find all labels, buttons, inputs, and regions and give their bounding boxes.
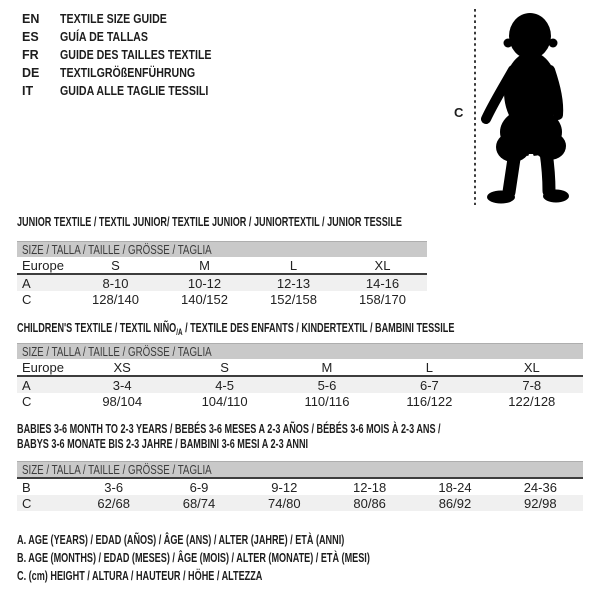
lang-row-fr (22, 46, 238, 64)
value-cell: M (199, 257, 210, 273)
value-cell: 92/98 (524, 495, 557, 511)
value-cell: 110/116 (304, 393, 350, 409)
lang-row-es (22, 28, 238, 46)
table-row-height (17, 291, 427, 307)
value-cell: 80/86 (353, 495, 386, 511)
value-cell: M (321, 359, 333, 375)
row-label-cell: B (17, 478, 71, 495)
row-label-cell: Europe (22, 257, 64, 273)
value-cell: 6-7 (378, 376, 480, 393)
legend (17, 531, 521, 585)
row-label-cell: Europe (22, 359, 64, 375)
value-cell: 12-18 (327, 478, 412, 495)
value-cell: 12-13 (249, 274, 338, 291)
value-cell: 3-4 (71, 376, 173, 393)
lang-code: DE (22, 66, 40, 80)
value-cell: S (220, 359, 229, 375)
subscript-a: /A (176, 327, 183, 337)
value-cell: 98/104 (102, 393, 143, 409)
size-header-bar: SIZE / TALLA / TAILLE / GRÖSSE / TAGLIA (17, 241, 427, 257)
lang-code: EN (22, 12, 40, 26)
value-cell: 158/170 (359, 291, 406, 307)
value-cell: 68/74 (182, 495, 216, 511)
table-row-age-months (17, 478, 583, 495)
value-cell: 10-12 (160, 274, 249, 291)
legend-line-b: B. AGE (MONTHS) / EDAD (MESES) / ÂGE (MOIS) / ALTER (MONATE) / ETÀ (MESI) (17, 550, 370, 565)
legend-line-a: A. AGE (YEARS) / EDAD (AÑOS) / ÂGE (ANS) / ALTER (JAHRE) / ETÀ (ANNI) (17, 532, 345, 547)
row-label-cell: A (17, 376, 71, 393)
value-cell: 5-6 (276, 376, 378, 393)
value-cell: XS (113, 359, 131, 375)
row-label-cell: C (22, 495, 32, 511)
value-cell: L (425, 359, 433, 375)
legend-line-c: C. (cm) HEIGHT / ALTURA / HAUTEUR / HÖHE / ALTEZZA (17, 568, 263, 583)
junior-size-table (17, 241, 427, 307)
value-cell: 86/92 (438, 495, 472, 511)
table-row-age (17, 376, 583, 393)
value-cell: 24-36 (498, 478, 583, 495)
lang-title: GUIDE DES TAILLES TEXTILE (60, 48, 212, 62)
babies-table-title: BABIES 3-6 MONTH TO 2-3 YEARS / BEBÉS 3-6 MESES A 2-3 AÑOS / BÉBÉS 3-6 MOIS À 2-3 ANS / BABYS 3-6 MONATE BIS 2-3 JAHRE / BAMBINI 3-6 MESI A 2-3 ANNI (17, 421, 441, 451)
lang-code: FR (22, 48, 39, 62)
value-cell: XL (374, 257, 391, 273)
value-cell: 152/158 (270, 291, 317, 307)
lang-row-en (22, 10, 238, 28)
baby-silhouette (486, 13, 569, 204)
value-cell: 104/110 (201, 393, 248, 409)
value-cell: 14-16 (338, 274, 427, 291)
lang-title: TEXTILE SIZE GUIDE (60, 12, 167, 26)
table-row-height (17, 495, 583, 511)
value-cell: S (111, 257, 120, 273)
value-cell: 4-5 (173, 376, 275, 393)
row-label-cell: C (22, 291, 32, 307)
value-cell: L (289, 257, 298, 273)
value-cell: 140/152 (181, 291, 228, 307)
value-cell: 128/140 (92, 291, 139, 307)
value-cell: 62/68 (97, 495, 130, 511)
children-table-title: CHILDREN'S TEXTILE / TEXTIL $NIÑO_{/A}$ / TEXTILE DES ENFANTS / KINDERTEXTIL / BAMBINI TESSILE (17, 320, 455, 337)
value-cell: 116/122 (406, 393, 453, 409)
table-row-europe (17, 257, 427, 274)
value-cell: 7-8 (481, 376, 583, 393)
language-title-list (22, 10, 238, 100)
lang-code: IT (22, 84, 34, 98)
value-cell: 9-12 (242, 478, 327, 495)
lang-code: ES (22, 30, 39, 44)
baby-silhouette-figure (468, 6, 572, 208)
lang-title: TEXTILGRÖßENFÜHRUNG (60, 66, 196, 80)
value-cell: 74/80 (268, 495, 301, 511)
value-cell: 3-6 (71, 478, 156, 495)
babies-size-table (17, 461, 583, 511)
row-label-cell: A (17, 274, 71, 291)
table-row-height (17, 393, 583, 409)
lang-title: GUIDA ALLE TAGLIE TESSILI (60, 84, 209, 98)
lang-row-de (22, 64, 238, 82)
value-cell: 6-9 (156, 478, 241, 495)
value-cell: XL (523, 359, 540, 375)
lang-title: GUÍA DE TALLAS (60, 30, 148, 44)
children-size-table (17, 343, 583, 409)
size-header-bar: SIZE / TALLA / TAILLE / GRÖSSE / TAGLIA (17, 461, 583, 477)
lang-row-it (22, 82, 238, 100)
row-label-cell: C (22, 393, 32, 409)
table-row-age (17, 274, 427, 291)
junior-table-title: JUNIOR TEXTILE / TEXTIL JUNIOR/ TEXTILE JUNIOR / JUNIORTEXTIL / JUNIOR TESSILE (17, 214, 402, 229)
value-cell: 122/128 (508, 393, 556, 409)
size-header-bar: SIZE / TALLA / TAILLE / GRÖSSE / TAGLIA (17, 343, 583, 359)
value-cell: 18-24 (412, 478, 497, 495)
height-measure-label: C (454, 105, 464, 120)
value-cell: 8-10 (71, 274, 160, 291)
table-row-europe (17, 359, 583, 376)
